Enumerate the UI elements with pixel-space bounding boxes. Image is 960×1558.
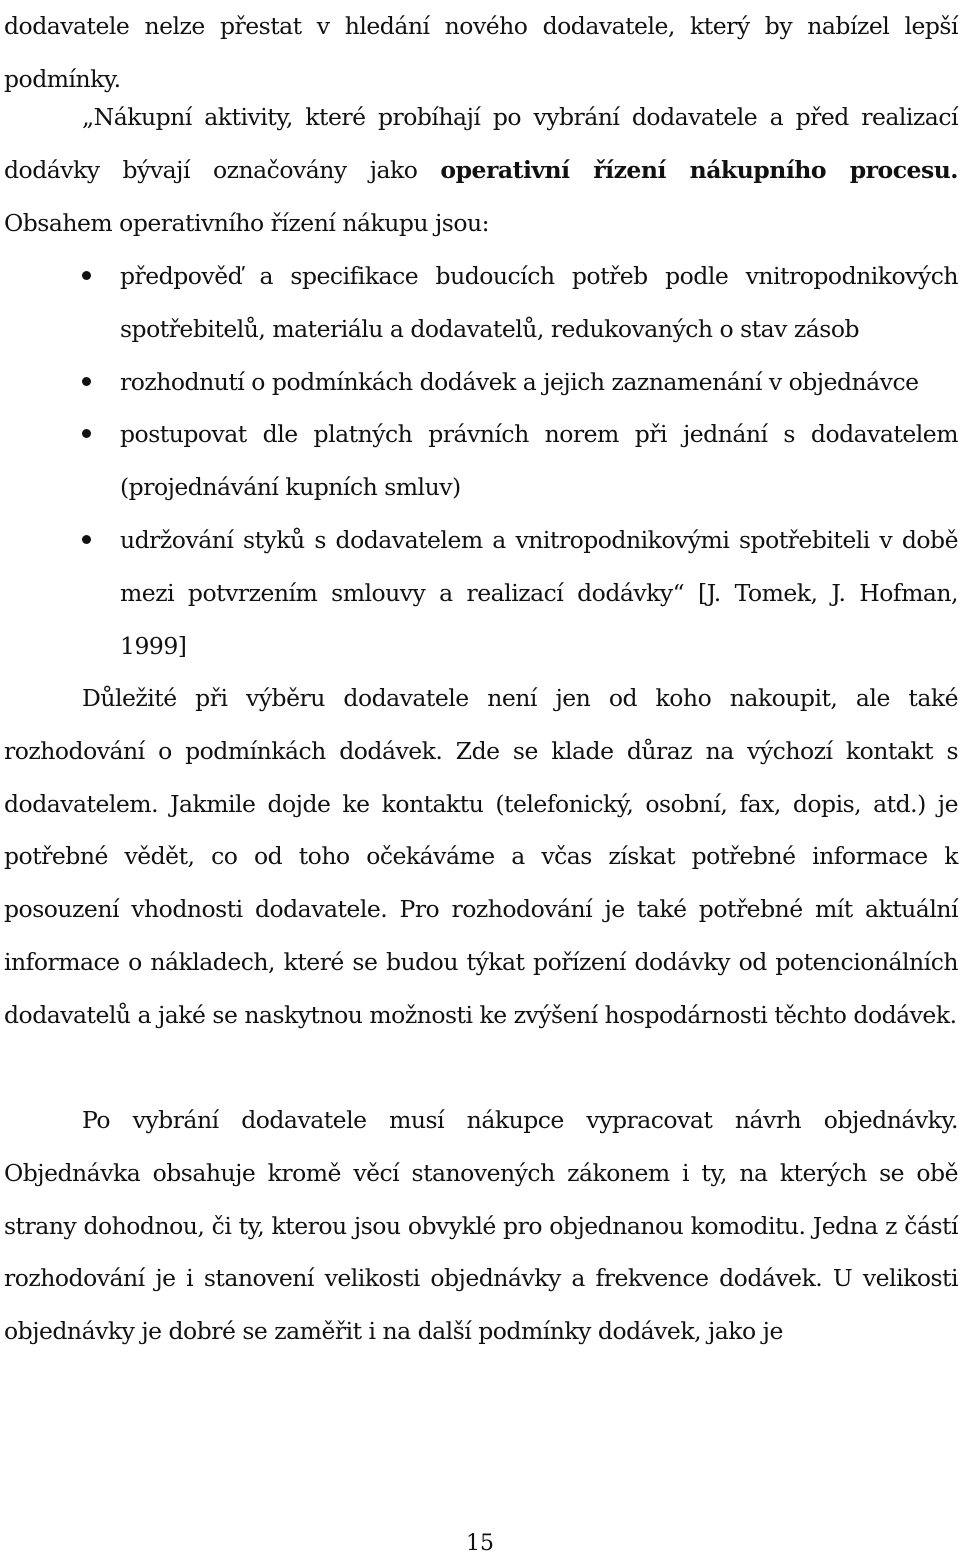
bullet-text: postupovat dle platných právních norem při jednání s dodavatelem (projednávání kupních smluv) <box>120 420 958 502</box>
paragraph-2-text-end: Obsahem operativního řízení nákupu jsou: <box>4 208 490 237</box>
paragraph-1: dodavatele nelze přestat v hledání nového dodavatele, který by nabízel lepší podmínky. <box>4 12 958 93</box>
paragraph-3: Důležité při výběru dodavatele není jen od koho nakoupit, ale také rozhodování o podmínkách dodávek. Zde se klade důraz na výchozí kontakt s dodavatelem. Jakmile dojde ke kontaktu (telefonický, osobní, fax, dopis, atd.) je potřebné vědět, co od toho očekáváme a včas získat potřebné informace k posouzení vhodnosti dodavatele. Pro rozhodování je také potřebné mít aktuální informace o nákladech, které se budou týkat pořízení dodávky od potencionálních dodavatelů a jaké se naskytnou možnosti ke zvýšení hospodárnosti těchto dodávek. <box>4 684 958 1029</box>
paragraph-2-bold-term: operativní řízení nákupního procesu. <box>440 155 958 184</box>
bullet-list <box>4 250 958 672</box>
bullet-item <box>4 408 958 514</box>
bullet-icon <box>82 377 91 386</box>
bullet-icon <box>82 429 91 438</box>
bullet-text: rozhodnutí o podmínkách dodávek a jejich zaznamenání v objednávce <box>120 367 919 396</box>
page-number: 15 <box>466 1531 494 1556</box>
paragraph-4: Po vybrání dodavatele musí nákupce vypracovat návrh objednávky. Objednávka obsahuje kromě věcí stanovených zákonem i ty, na kterých se obě strany dohodnou, či ty, kterou jsou obvyklé pro objednanou komoditu. Jedna z částí rozhodování je i stanovení velikosti objednávky a frekvence dodávek. U velikosti objednávky je dobré se zaměřit i na další podmínky dodávek, jako je <box>4 1106 958 1346</box>
bullet-icon <box>82 271 91 280</box>
bullet-text: předpověď a specifikace budoucích potřeb podle vnitropodnikových spotřebitelů, materiálu a dodavatelů, redukovaných o stav zásob <box>120 262 958 343</box>
bullet-item <box>4 250 958 356</box>
bullet-item <box>4 514 958 672</box>
paragraph-2-text: „Nákupní aktivity, které probíhají po vybrání dodavatele a před realizací dodávky bývají označovány jako <box>4 103 958 184</box>
bullet-icon <box>82 535 91 544</box>
bullet-text: udržování styků s dodavatelem a vnitropodnikovými spotřebiteli v době mezi potvrzením smlouvy a realizací dodávky“ [J. Tomek, J. Hofman, 1999] <box>120 525 958 660</box>
paragraph-2 <box>4 91 958 249</box>
bullet-item <box>4 356 958 409</box>
